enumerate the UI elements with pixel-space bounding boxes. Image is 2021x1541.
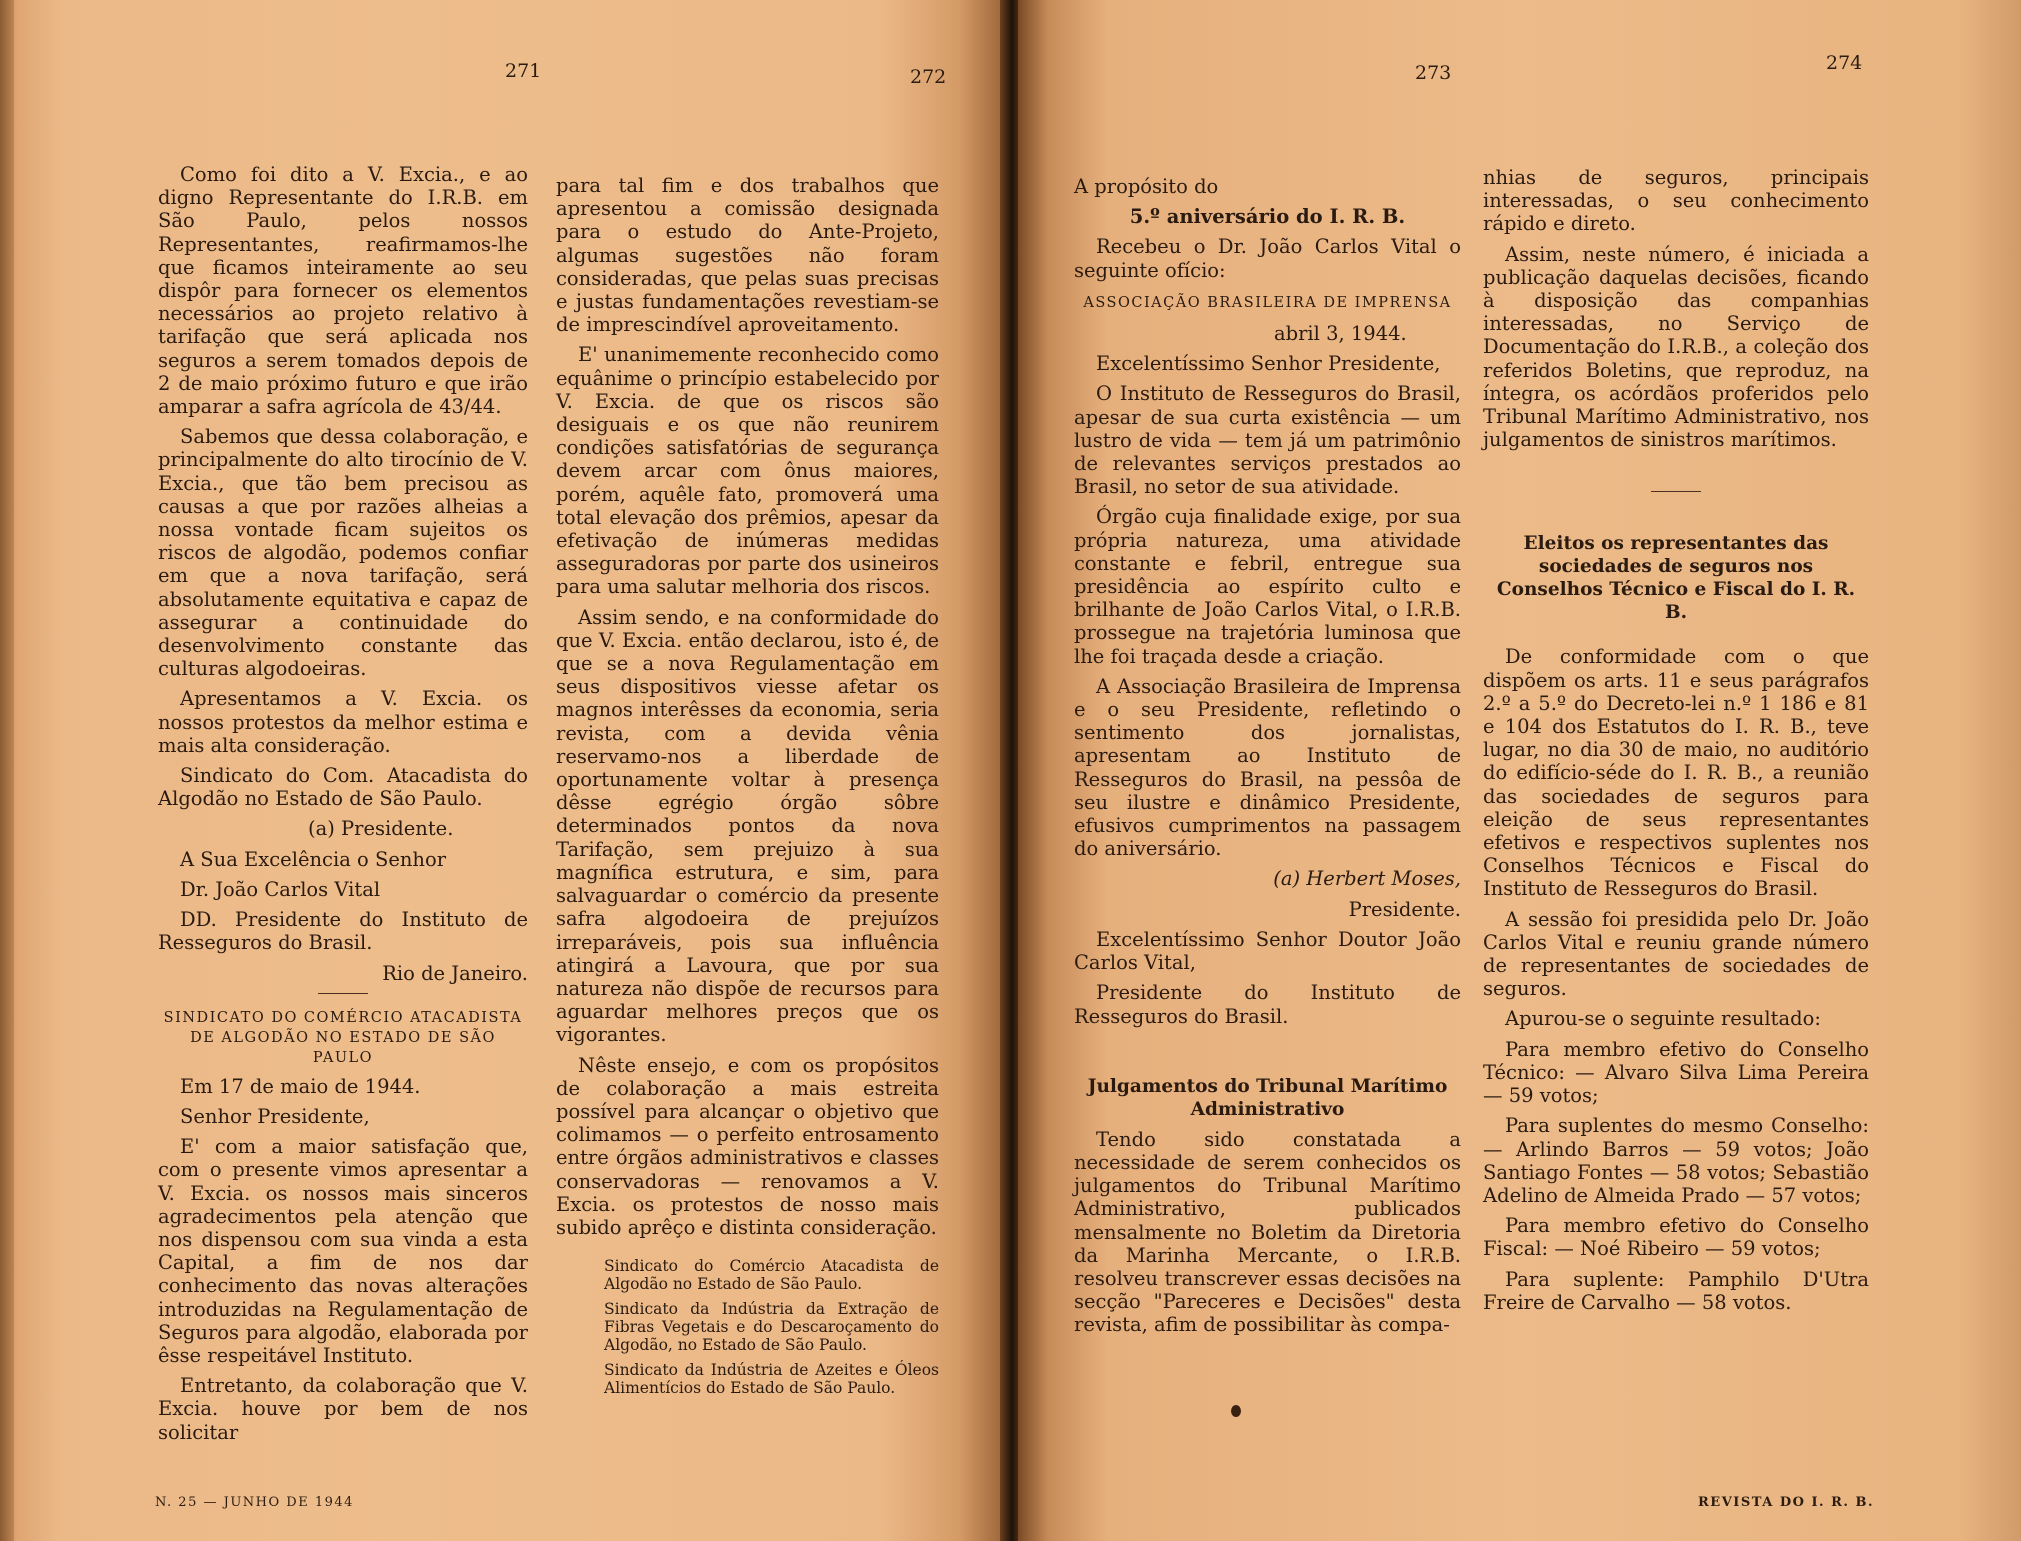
separator <box>1651 491 1701 492</box>
paragraph: Recebeu o Dr. João Carlos Vital o seguinte ofício: <box>1074 235 1461 282</box>
paragraph: Para membro efetivo do Conselho Fiscal: — Noé Ribeiro — 59 votos; <box>1483 1214 1869 1261</box>
addressee-name: Dr. João Carlos Vital <box>180 877 381 901</box>
paragraph: Sindicato do Com. Atacadista do Algodão no Estado de São Paulo. <box>158 764 528 811</box>
signatory: Sindicato da Indústria de Azeites e Óleos Alimentícios do Estado de São Paulo. <box>604 1361 939 1398</box>
paragraph: E' unanimemente reconhecido como equânime o princípio estabelecido por V. Excia. de que os riscos são desiguais e os que não reunirem condições satisfatórias de segurança devem arcar com ônus maiores, porém, aquêle fato, promoverá uma total elevação dos prêmios, apesar da efetivação de inúmeras medidas asseguradoras por parte dos usineiros para uma salutar melhoria dos riscos. <box>556 343 939 599</box>
paragraph: Para membro efetivo do Conselho Técnico: — Alvaro Silva Lima Pereira — 59 votos; <box>1483 1037 1869 1108</box>
paragraph: Assim, neste número, é iniciada a publicação daquelas decisões, ficando à disposição das companhias interessadas, no Serviço de Documentação do I.R.B., a coleção dos referidos Boletins, que reproduz, na íntegra, os acórdãos proferidos pelo Tribunal Marítimo Administrativo, nos julgamentos de sinistros marítimos. <box>1483 242 1869 452</box>
right-page <box>1018 0 2021 1541</box>
page-number-271: 271 <box>505 60 542 82</box>
signer: (a) Herbert Moses, <box>1273 867 1461 891</box>
section-heading: Eleitos os representantes das sociedades de seguros nos Conselhos Técnico e Fiscal do I. R. B. <box>1496 533 1856 624</box>
section-heading: Julgamentos do Tribunal Marítimo Administrativo <box>1087 1075 1448 1120</box>
salutation: Excelentíssimo Senhor Presidente, <box>1096 352 1441 376</box>
signer-title: Presidente. <box>1348 897 1461 921</box>
column-4 <box>1483 166 1869 1321</box>
paragraph: Como foi dito a V. Excia., e ao digno Representante do I.R.B. em São Paulo, pelos nossos Representantes, reafirmamos-lhe que ficamos inteiramente ao seu dispôr para fornecer os elementos necessários ao projeto relativo à tarifação que será aplicada nos seguros a serem tomados depois de 2 de maio próximo futuro e que irão amparar a safra agrícola de 43/44. <box>158 163 528 419</box>
addressee: A Sua Excelência o Senhor <box>180 847 447 871</box>
intro-line: A propósito do <box>1074 175 1219 198</box>
footer-issue: N. 25 — JUNHO DE 1944 <box>155 1495 354 1510</box>
org-heading: SINDICATO DO COMÉRCIO ATACADISTA DE ALGODÃO NO ESTADO DE SÃO PAULO <box>163 1009 523 1066</box>
ink-dot <box>1231 1405 1241 1417</box>
paragraph: E' com a maior satisfação que, com o presente vimos apresentar a V. Excia. os nossos mais sinceros agradecimentos pela atenção que nos dispensou com sua vinda a esta Capital, a fim de nos dar conhecimento das novas alterações introduzidas na Regulamentação de Seguros para algodão, elaborada por êsse respeitável Instituto. <box>158 1135 528 1367</box>
page-edge <box>0 0 14 1541</box>
paragraph: Entretanto, da colaboração que V. Excia. houve por bem de nos solicitar <box>158 1374 528 1444</box>
paragraph: Sabemos que dessa colaboração, e principalmente do alto tirocínio de V. Excia., que tão bem precisou as causas a que por razões alheias a nossa vontade ficam sujeitos os riscos de algodão, podemos confiar em que a nova tarifação, será absolutamente equitativa e capaz de assegurar a continuidade do desenvolvimento constante das culturas algodoeiras. <box>158 425 528 681</box>
paragraph: Apurou-se o seguinte resultado: <box>1505 1007 1821 1031</box>
column-1 <box>158 163 528 1451</box>
paragraph: Para suplente: Pamphilo D'Utra Freire de Carvalho — 58 votos. <box>1483 1267 1869 1314</box>
paragraph: Tendo sido constatada a necessidade de serem conhecidos os julgamentos do Tribunal Marítimo Administrativo, publicados mensalmente no Boletim da Diretoria da Marinha Mercante, o I.R.B. resolveu transcrever essas decisões na secção "Pareceres e Decisões" desta revista, afim de possibilitar às compa- <box>1074 1127 1461 1337</box>
page-number-273: 273 <box>1415 62 1452 84</box>
left-page <box>0 0 1005 1541</box>
column-3 <box>1074 175 1461 1344</box>
paragraph: Apresentamos a V. Excia. os nossos protestos da melhor estima e mais alta consideração. <box>158 687 528 757</box>
paragraph: Órgão cuja finalidade exige, por sua própria natureza, uma atividade constante e febril, entregue sua presidência ao espírito culto e brilhante de João Carlos Vital, o I.R.B. prossegue na trajetória luminosa que lhe foi traçada desde a criação. <box>1074 505 1461 668</box>
column-2 <box>556 174 939 1404</box>
signature-line: (a) Presidente. <box>308 817 454 841</box>
paragraph: Excelentíssimo Senhor Doutor João Carlos Vital, <box>1074 927 1461 975</box>
separator <box>318 993 368 994</box>
signatory: Sindicato do Comércio Atacadista de Algodão no Estado de São Paulo. <box>604 1257 939 1294</box>
page-number-274: 274 <box>1826 52 1863 74</box>
page-number-272: 272 <box>910 66 947 88</box>
paragraph: A Associação Brasileira de Imprensa e o seu Presidente, refletindo o sentimento dos jornalistas, apresentam ao Instituto de Resseguros do Brasil, na pessôa de seu ilustre e dinâmico Presidente, efusivos cumprimentos na passagem do aniversário. <box>1074 674 1461 861</box>
paragraph: A sessão foi presidida pelo Dr. João Carlos Vital e reuniu grande número de representantes de sociedades de seguros. <box>1483 907 1869 1001</box>
paragraph: Presidente do Instituto de Resseguros do Brasil. <box>1074 981 1461 1028</box>
salutation: Senhor Presidente, <box>180 1104 370 1128</box>
signatory: Sindicato da Indústria da Extração de Fibras Vegetais e do Descaroçamento do Algodão, no Estado de São Paulo. <box>604 1300 939 1355</box>
paragraph: Assim sendo, e na conformidade do que V. Excia. então declarou, isto é, de que se a nova Regulamentação em seus dispositivos viesse afetar os magnos interêsses da economia, seria revista, com a devida vênia reservamo-nos a liberdade de oportunamente voltar à presença dêsse egrégio órgão sôbre determinados pontos da nova Tarifação, sem prejuizo à sua magnífica estrutura, e sim, para salvaguardar o comércio da presente safra algodoeira de prejuízos irreparáveis, pois sua influência atingirá a Lavoura, que por sua natureza não dispõe de recursos para aguardar melhores preços que os vigorantes. <box>556 605 939 1047</box>
paragraph: Nêste ensejo, e com os propósitos de colaboração a mais estreita possível para alcançar o objetivo que colimamos — o perfeito entrosamento entre órgãos administrativos e classes conservadoras — renovamos a V. Excia. os protestos de nosso mais subido aprêço e distinta consideração. <box>556 1053 939 1239</box>
date-line: abril 3, 1944. <box>1274 322 1407 346</box>
section-title: 5.º aniversário do I. R. B. <box>1129 205 1406 229</box>
paragraph: Para suplentes do mesmo Conselho: — Arlindo Barros — 59 votos; João Santiago Fontes — 58 votos; Sebastião Adelino de Almeida Prado — 57 votos; <box>1483 1114 1869 1207</box>
date-line: Em 17 de maio de 1944. <box>180 1074 421 1098</box>
paragraph: O Instituto de Resseguros do Brasil, apesar de sua curta existência — um lustro de vida — tem já um patrimônio de relevantes serviços prestados ao Brasil, no setor de sua atividade. <box>1074 382 1461 499</box>
paragraph: para tal fim e dos trabalhos que apresentou a comissão designada para o estudo do Ante-Projeto, algumas sugestões não foram consideradas, que pelas suas precisas e justas fundamentações revestiam-se de imprescindível aproveitamento. <box>556 174 939 337</box>
paragraph: De conformidade com o que dispõem os arts. 11 e seus parágrafos 2.º a 5.º do Decreto-lei n.º 1 186 e 81 e 104 dos Estatutos do I. R. B., teve lugar, no dia 30 de maio, no auditório do edifício-séde do I. R. B., a reunião das sociedades de seguros para eleição de seus representantes efetivos e respectivos suplentes nos Conselhos Técnicos e Fiscal do Instituto de Resseguros do Brasil. <box>1483 645 1869 901</box>
paragraph: nhias de seguros, principais interessadas, o seu conhecimento rápido e direto. <box>1483 166 1869 236</box>
addressee-title: DD. Presidente do Instituto de Resseguros do Brasil. <box>158 908 528 955</box>
org-heading: ASSOCIAÇÃO BRASILEIRA DE IMPRENSA <box>1083 294 1452 311</box>
footer-title: REVISTA DO I. R. B. <box>1698 1495 1874 1510</box>
place-line: Rio de Janeiro. <box>382 961 528 985</box>
